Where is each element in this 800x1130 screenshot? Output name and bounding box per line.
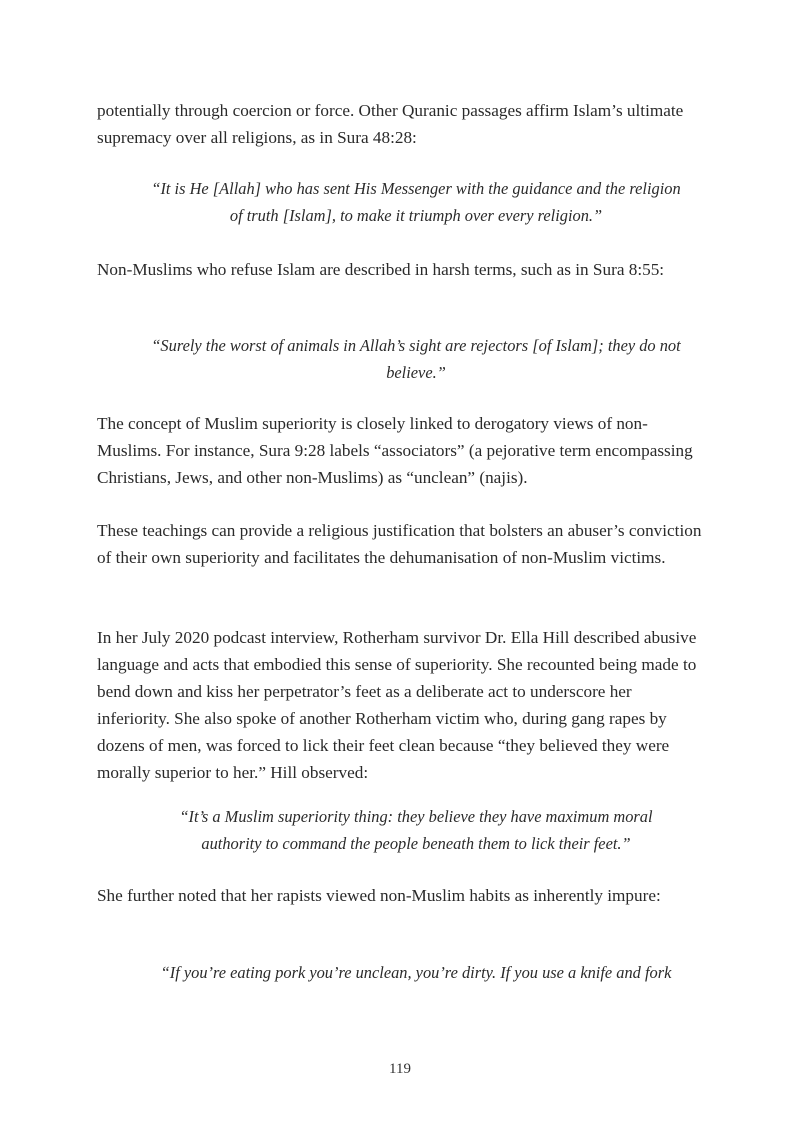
- block-quote-2: “Surely the worst of animals in Allah’s sight are rejectors [of Islam]; they do not believe.”: [151, 336, 681, 382]
- block-quote-4: “If you’re eating pork you’re unclean, you’re dirty. If you use a knife and fork: [160, 963, 672, 982]
- body-paragraph-5: In her July 2020 podcast interview, Rotherham survivor Dr. Ella Hill described abusive language and acts that embodied this sense of superiority. She recounted being made to bend down and kiss her perpetrator’s feet as a deliberate act to underscore her inferiority. She also spoke of another Rotherham victim who, during gang rapes by dozens of men, was forced to lick their feet clean because “they believed they were morally superior to her.” Hill observed:: [97, 628, 697, 782]
- block-quote-3: “It’s a Muslim superiority thing: they believe they have maximum moral authority to command the people beneath them to lick their feet.”: [179, 807, 653, 853]
- body-paragraph-6: She further noted that her rapists viewed non-Muslim habits as inherently impure:: [97, 886, 661, 905]
- body-paragraph-3: The concept of Muslim superiority is closely linked to derogatory views of non-Muslims. For instance, Sura 9:28 labels “associators” (a pejorative term encompassing Christians, Jews, and other non-Muslims) as “unclean” (najis).: [97, 414, 693, 487]
- body-paragraph-1: potentially through coercion or force. Other Quranic passages affirm Islam’s ultimate supremacy over all religions, as in Sura 48:28:: [97, 101, 684, 147]
- body-paragraph-4: These teachings can provide a religious justification that bolsters an abuser’s conviction of their own superiority and facilitates the dehumanisation of non-Muslim victims.: [97, 521, 702, 567]
- block-quote-1: “It is He [Allah] who has sent His Messenger with the guidance and the religion of truth [Islam], to make it triumph over every religion.”: [151, 179, 681, 225]
- body-paragraph-2: Non-Muslims who refuse Islam are described in harsh terms, such as in Sura 8:55:: [97, 260, 665, 279]
- page-number: 119: [389, 1061, 411, 1077]
